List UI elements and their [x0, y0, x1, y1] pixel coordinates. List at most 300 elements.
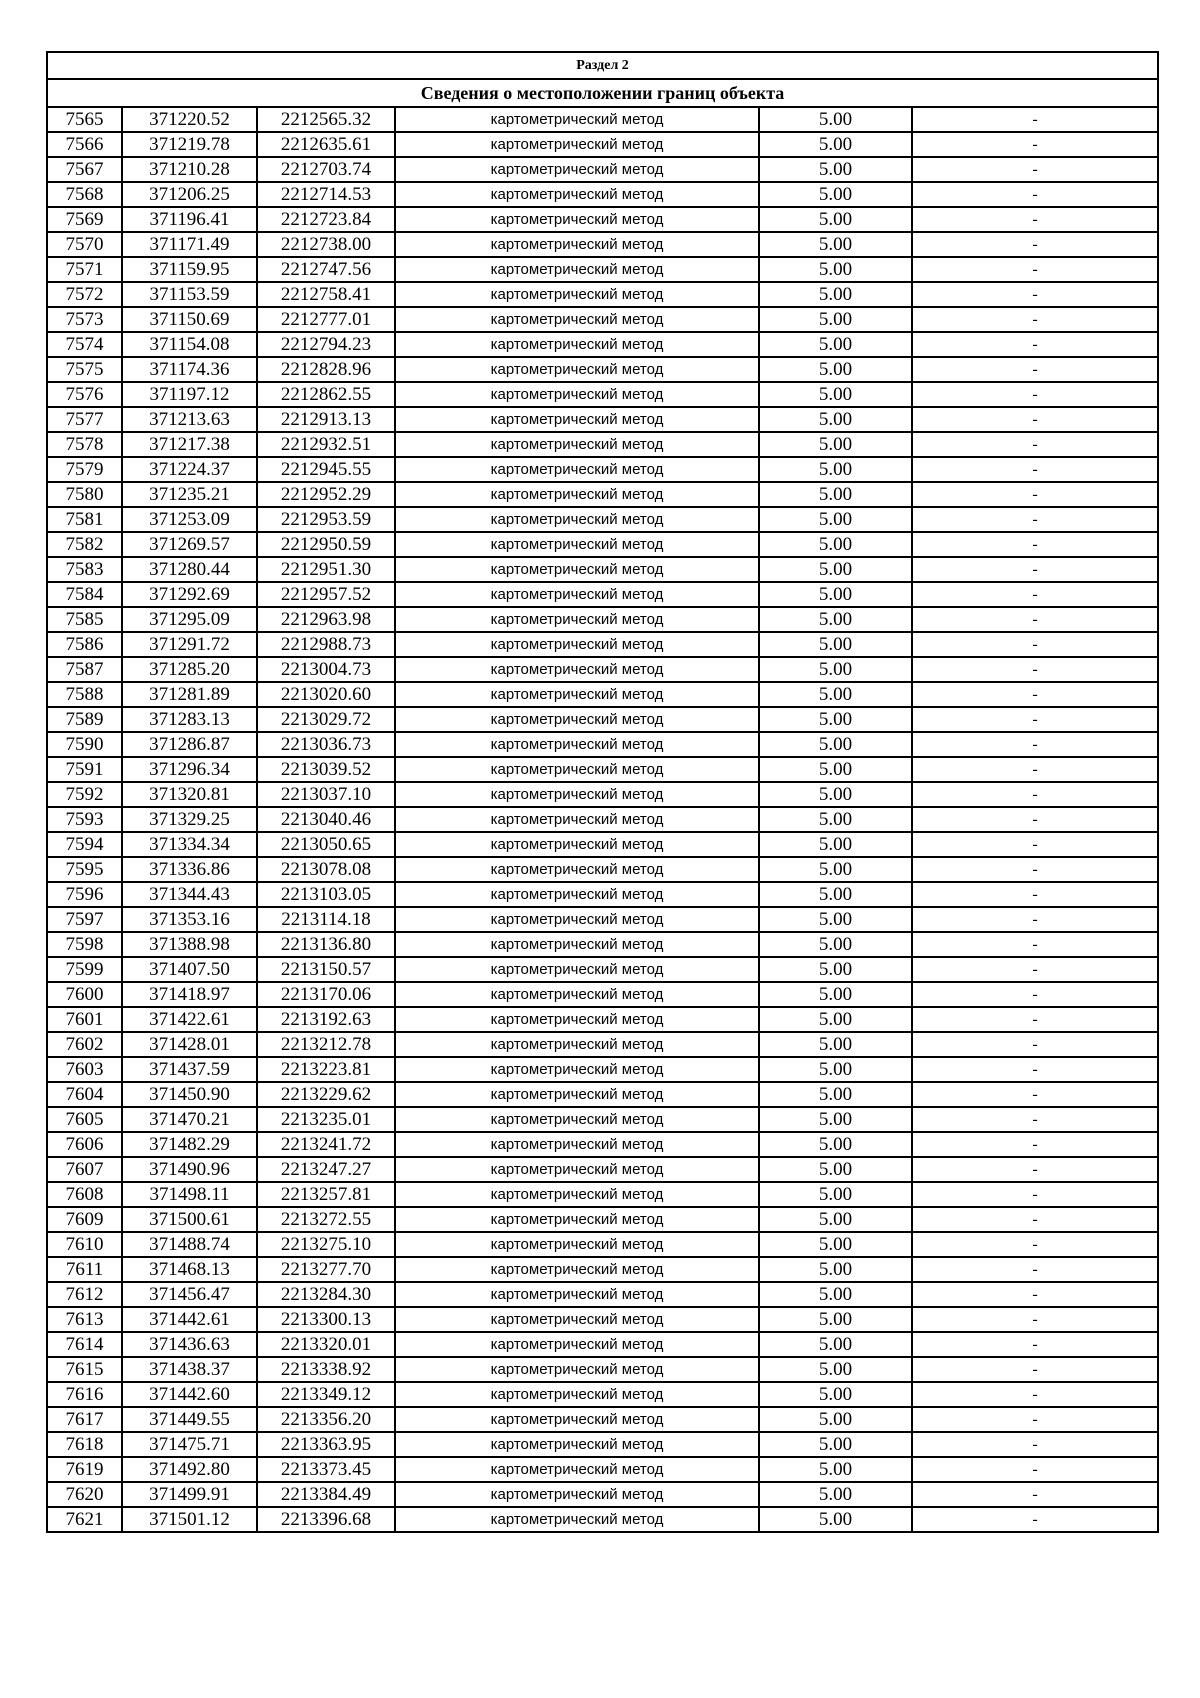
point-number-cell: 7609 [47, 1207, 122, 1232]
accuracy-cell: 5.00 [759, 357, 912, 382]
table-row [47, 757, 1158, 782]
section-label-row [47, 52, 1158, 79]
table-row [47, 782, 1158, 807]
y-coordinate-cell: 2213257.81 [257, 1182, 395, 1207]
accuracy-cell: 5.00 [759, 1457, 912, 1482]
x-coordinate-cell: 371490.96 [122, 1157, 257, 1182]
method-cell: картометрический метод [395, 632, 759, 657]
x-coordinate-cell: 371213.63 [122, 407, 257, 432]
method-cell: картометрический метод [395, 857, 759, 882]
note-cell: - [912, 1257, 1158, 1282]
note-cell: - [912, 557, 1158, 582]
note-cell: - [912, 282, 1158, 307]
table-row [47, 257, 1158, 282]
table-row [47, 1182, 1158, 1207]
y-coordinate-cell: 2212932.51 [257, 432, 395, 457]
accuracy-cell: 5.00 [759, 1482, 912, 1507]
x-coordinate-cell: 371334.34 [122, 832, 257, 857]
table-row [47, 1307, 1158, 1332]
y-coordinate-cell: 2213037.10 [257, 782, 395, 807]
point-number-cell: 7614 [47, 1332, 122, 1357]
accuracy-cell: 5.00 [759, 407, 912, 432]
note-cell: - [912, 982, 1158, 1007]
accuracy-cell: 5.00 [759, 232, 912, 257]
document-sheet [46, 51, 1157, 1533]
x-coordinate-cell: 371492.80 [122, 1457, 257, 1482]
method-cell: картометрический метод [395, 332, 759, 357]
note-cell: - [912, 707, 1158, 732]
point-number-cell: 7587 [47, 657, 122, 682]
x-coordinate-cell: 371296.34 [122, 757, 257, 782]
y-coordinate-cell: 2212777.01 [257, 307, 395, 332]
method-cell: картометрический метод [395, 982, 759, 1007]
accuracy-cell: 5.00 [759, 182, 912, 207]
method-cell: картометрический метод [395, 1507, 759, 1532]
method-cell: картометрический метод [395, 682, 759, 707]
point-number-cell: 7590 [47, 732, 122, 757]
method-cell: картометрический метод [395, 307, 759, 332]
table-row [47, 407, 1158, 432]
method-cell: картометрический метод [395, 1332, 759, 1357]
point-number-cell: 7584 [47, 582, 122, 607]
x-coordinate-cell: 371500.61 [122, 1207, 257, 1232]
accuracy-cell: 5.00 [759, 1107, 912, 1132]
table-row [47, 1482, 1158, 1507]
table-row [47, 382, 1158, 407]
note-cell: - [912, 532, 1158, 557]
note-cell: - [912, 382, 1158, 407]
point-number-cell: 7565 [47, 107, 122, 132]
y-coordinate-cell: 2212951.30 [257, 557, 395, 582]
accuracy-cell: 5.00 [759, 557, 912, 582]
point-number-cell: 7610 [47, 1232, 122, 1257]
accuracy-cell: 5.00 [759, 1082, 912, 1107]
x-coordinate-cell: 371388.98 [122, 932, 257, 957]
table-row [47, 1507, 1158, 1532]
y-coordinate-cell: 2213349.12 [257, 1382, 395, 1407]
accuracy-cell: 5.00 [759, 432, 912, 457]
method-cell: картометрический метод [395, 407, 759, 432]
x-coordinate-cell: 371422.61 [122, 1007, 257, 1032]
note-cell: - [912, 607, 1158, 632]
section-label: Раздел 2 [47, 52, 1158, 79]
method-cell: картометрический метод [395, 1482, 759, 1507]
x-coordinate-cell: 371407.50 [122, 957, 257, 982]
accuracy-cell: 5.00 [759, 1282, 912, 1307]
note-cell: - [912, 957, 1158, 982]
table-row [47, 532, 1158, 557]
x-coordinate-cell: 371206.25 [122, 182, 257, 207]
y-coordinate-cell: 2213300.13 [257, 1307, 395, 1332]
accuracy-cell: 5.00 [759, 132, 912, 157]
table-row [47, 1457, 1158, 1482]
note-cell: - [912, 182, 1158, 207]
point-number-cell: 7593 [47, 807, 122, 832]
accuracy-cell: 5.00 [759, 307, 912, 332]
y-coordinate-cell: 2213320.01 [257, 1332, 395, 1357]
y-coordinate-cell: 2213235.01 [257, 1107, 395, 1132]
y-coordinate-cell: 2213150.57 [257, 957, 395, 982]
table-row [47, 1107, 1158, 1132]
x-coordinate-cell: 371217.38 [122, 432, 257, 457]
accuracy-cell: 5.00 [759, 732, 912, 757]
x-coordinate-cell: 371498.11 [122, 1182, 257, 1207]
table-row [47, 232, 1158, 257]
y-coordinate-cell: 2213040.46 [257, 807, 395, 832]
table-row [47, 507, 1158, 532]
y-coordinate-cell: 2213275.10 [257, 1232, 395, 1257]
note-cell: - [912, 857, 1158, 882]
point-number-cell: 7588 [47, 682, 122, 707]
note-cell: - [912, 407, 1158, 432]
x-coordinate-cell: 371329.25 [122, 807, 257, 832]
x-coordinate-cell: 371285.20 [122, 657, 257, 682]
note-cell: - [912, 807, 1158, 832]
note-cell: - [912, 1482, 1158, 1507]
y-coordinate-cell: 2213192.63 [257, 1007, 395, 1032]
table-row [47, 1432, 1158, 1457]
table-row [47, 1282, 1158, 1307]
x-coordinate-cell: 371253.09 [122, 507, 257, 532]
x-coordinate-cell: 371344.43 [122, 882, 257, 907]
y-coordinate-cell: 2213103.05 [257, 882, 395, 907]
table-row [47, 1382, 1158, 1407]
x-coordinate-cell: 371442.61 [122, 1307, 257, 1332]
table-row [47, 1007, 1158, 1032]
method-cell: картометрический метод [395, 432, 759, 457]
method-cell: картометрический метод [395, 807, 759, 832]
x-coordinate-cell: 371159.95 [122, 257, 257, 282]
accuracy-cell: 5.00 [759, 932, 912, 957]
method-cell: картометрический метод [395, 257, 759, 282]
method-cell: картометрический метод [395, 1407, 759, 1432]
y-coordinate-cell: 2213356.20 [257, 1407, 395, 1432]
accuracy-cell: 5.00 [759, 582, 912, 607]
point-number-cell: 7606 [47, 1132, 122, 1157]
point-number-cell: 7599 [47, 957, 122, 982]
y-coordinate-cell: 2212565.32 [257, 107, 395, 132]
note-cell: - [912, 1432, 1158, 1457]
y-coordinate-cell: 2213338.92 [257, 1357, 395, 1382]
point-number-cell: 7596 [47, 882, 122, 907]
point-number-cell: 7586 [47, 632, 122, 657]
y-coordinate-cell: 2212635.61 [257, 132, 395, 157]
y-coordinate-cell: 2212703.74 [257, 157, 395, 182]
table-row [47, 1082, 1158, 1107]
x-coordinate-cell: 371154.08 [122, 332, 257, 357]
accuracy-cell: 5.00 [759, 1257, 912, 1282]
method-cell: картометрический метод [395, 232, 759, 257]
accuracy-cell: 5.00 [759, 507, 912, 532]
table-row [47, 907, 1158, 932]
method-cell: картометрический метод [395, 932, 759, 957]
table-row [47, 657, 1158, 682]
method-cell: картометрический метод [395, 1232, 759, 1257]
table-row [47, 1232, 1158, 1257]
method-cell: картометрический метод [395, 832, 759, 857]
x-coordinate-cell: 371224.37 [122, 457, 257, 482]
note-cell: - [912, 107, 1158, 132]
point-number-cell: 7583 [47, 557, 122, 582]
y-coordinate-cell: 2213241.72 [257, 1132, 395, 1157]
accuracy-cell: 5.00 [759, 657, 912, 682]
accuracy-cell: 5.00 [759, 1357, 912, 1382]
table-row [47, 807, 1158, 832]
point-number-cell: 7573 [47, 307, 122, 332]
x-coordinate-cell: 371436.63 [122, 1332, 257, 1357]
accuracy-cell: 5.00 [759, 1057, 912, 1082]
method-cell: картометрический метод [395, 882, 759, 907]
x-coordinate-cell: 371174.36 [122, 357, 257, 382]
note-cell: - [912, 482, 1158, 507]
y-coordinate-cell: 2212794.23 [257, 332, 395, 357]
accuracy-cell: 5.00 [759, 757, 912, 782]
x-coordinate-cell: 371283.13 [122, 707, 257, 732]
x-coordinate-cell: 371475.71 [122, 1432, 257, 1457]
accuracy-cell: 5.00 [759, 1132, 912, 1157]
x-coordinate-cell: 371449.55 [122, 1407, 257, 1432]
note-cell: - [912, 1307, 1158, 1332]
table-row [47, 607, 1158, 632]
note-cell: - [912, 232, 1158, 257]
note-cell: - [912, 732, 1158, 757]
method-cell: картометрический метод [395, 707, 759, 732]
method-cell: картометрический метод [395, 507, 759, 532]
note-cell: - [912, 1382, 1158, 1407]
point-number-cell: 7576 [47, 382, 122, 407]
accuracy-cell: 5.00 [759, 1382, 912, 1407]
x-coordinate-cell: 371280.44 [122, 557, 257, 582]
note-cell: - [912, 682, 1158, 707]
y-coordinate-cell: 2213078.08 [257, 857, 395, 882]
method-cell: картометрический метод [395, 1457, 759, 1482]
point-number-cell: 7603 [47, 1057, 122, 1082]
x-coordinate-cell: 371171.49 [122, 232, 257, 257]
accuracy-cell: 5.00 [759, 1182, 912, 1207]
note-cell: - [912, 1032, 1158, 1057]
point-number-cell: 7592 [47, 782, 122, 807]
point-number-cell: 7618 [47, 1432, 122, 1457]
y-coordinate-cell: 2213039.52 [257, 757, 395, 782]
point-number-cell: 7579 [47, 457, 122, 482]
point-number-cell: 7570 [47, 232, 122, 257]
x-coordinate-cell: 371437.59 [122, 1057, 257, 1082]
note-cell: - [912, 507, 1158, 532]
note-cell: - [912, 1182, 1158, 1207]
x-coordinate-cell: 371456.47 [122, 1282, 257, 1307]
x-coordinate-cell: 371220.52 [122, 107, 257, 132]
x-coordinate-cell: 371428.01 [122, 1032, 257, 1057]
table-row [47, 557, 1158, 582]
y-coordinate-cell: 2213396.68 [257, 1507, 395, 1532]
accuracy-cell: 5.00 [759, 107, 912, 132]
method-cell: картометрический метод [395, 1157, 759, 1182]
note-cell: - [912, 782, 1158, 807]
point-number-cell: 7601 [47, 1007, 122, 1032]
accuracy-cell: 5.00 [759, 632, 912, 657]
point-number-cell: 7604 [47, 1082, 122, 1107]
x-coordinate-cell: 371442.60 [122, 1382, 257, 1407]
accuracy-cell: 5.00 [759, 807, 912, 832]
accuracy-cell: 5.00 [759, 857, 912, 882]
note-cell: - [912, 1157, 1158, 1182]
point-number-cell: 7608 [47, 1182, 122, 1207]
y-coordinate-cell: 2212747.56 [257, 257, 395, 282]
table-row [47, 707, 1158, 732]
section-title-row [47, 79, 1158, 107]
y-coordinate-cell: 2213272.55 [257, 1207, 395, 1232]
x-coordinate-cell: 371292.69 [122, 582, 257, 607]
method-cell: картометрический метод [395, 532, 759, 557]
accuracy-cell: 5.00 [759, 207, 912, 232]
point-number-cell: 7571 [47, 257, 122, 282]
y-coordinate-cell: 2212950.59 [257, 532, 395, 557]
method-cell: картометрический метод [395, 107, 759, 132]
note-cell: - [912, 357, 1158, 382]
x-coordinate-cell: 371291.72 [122, 632, 257, 657]
note-cell: - [912, 632, 1158, 657]
accuracy-cell: 5.00 [759, 832, 912, 857]
accuracy-cell: 5.00 [759, 157, 912, 182]
x-coordinate-cell: 371482.29 [122, 1132, 257, 1157]
section-title: Сведения о местоположении границ объекта [47, 79, 1158, 107]
point-number-cell: 7621 [47, 1507, 122, 1532]
point-number-cell: 7602 [47, 1032, 122, 1057]
y-coordinate-cell: 2213223.81 [257, 1057, 395, 1082]
point-number-cell: 7594 [47, 832, 122, 857]
x-coordinate-cell: 371488.74 [122, 1232, 257, 1257]
note-cell: - [912, 432, 1158, 457]
point-number-cell: 7578 [47, 432, 122, 457]
x-coordinate-cell: 371438.37 [122, 1357, 257, 1382]
note-cell: - [912, 1457, 1158, 1482]
method-cell: картометрический метод [395, 782, 759, 807]
y-coordinate-cell: 2212714.53 [257, 182, 395, 207]
y-coordinate-cell: 2213373.45 [257, 1457, 395, 1482]
table-row [47, 1207, 1158, 1232]
table-row [47, 482, 1158, 507]
y-coordinate-cell: 2213020.60 [257, 682, 395, 707]
y-coordinate-cell: 2213170.06 [257, 982, 395, 1007]
point-number-cell: 7577 [47, 407, 122, 432]
table-row [47, 307, 1158, 332]
point-number-cell: 7568 [47, 182, 122, 207]
table-row [47, 957, 1158, 982]
table-row [47, 1407, 1158, 1432]
point-number-cell: 7620 [47, 1482, 122, 1507]
note-cell: - [912, 1132, 1158, 1157]
method-cell: картометрический метод [395, 607, 759, 632]
table-row [47, 982, 1158, 1007]
point-number-cell: 7619 [47, 1457, 122, 1482]
y-coordinate-cell: 2213247.27 [257, 1157, 395, 1182]
note-cell: - [912, 1357, 1158, 1382]
accuracy-cell: 5.00 [759, 682, 912, 707]
point-number-cell: 7616 [47, 1382, 122, 1407]
method-cell: картометрический метод [395, 282, 759, 307]
x-coordinate-cell: 371295.09 [122, 607, 257, 632]
x-coordinate-cell: 371235.21 [122, 482, 257, 507]
note-cell: - [912, 1507, 1158, 1532]
x-coordinate-cell: 371470.21 [122, 1107, 257, 1132]
note-cell: - [912, 132, 1158, 157]
method-cell: картометрический метод [395, 1057, 759, 1082]
method-cell: картометрический метод [395, 157, 759, 182]
method-cell: картометрический метод [395, 357, 759, 382]
note-cell: - [912, 582, 1158, 607]
y-coordinate-cell: 2212828.96 [257, 357, 395, 382]
table-row [47, 132, 1158, 157]
method-cell: картометрический метод [395, 1382, 759, 1407]
note-cell: - [912, 832, 1158, 857]
accuracy-cell: 5.00 [759, 1332, 912, 1357]
point-number-cell: 7572 [47, 282, 122, 307]
table-row [47, 1332, 1158, 1357]
method-cell: картометрический метод [395, 207, 759, 232]
method-cell: картометрический метод [395, 557, 759, 582]
y-coordinate-cell: 2213050.65 [257, 832, 395, 857]
table-row [47, 357, 1158, 382]
x-coordinate-cell: 371210.28 [122, 157, 257, 182]
accuracy-cell: 5.00 [759, 1207, 912, 1232]
point-number-cell: 7615 [47, 1357, 122, 1382]
y-coordinate-cell: 2213384.49 [257, 1482, 395, 1507]
point-number-cell: 7607 [47, 1157, 122, 1182]
y-coordinate-cell: 2213277.70 [257, 1257, 395, 1282]
method-cell: картометрический метод [395, 957, 759, 982]
point-number-cell: 7567 [47, 157, 122, 182]
table-row [47, 882, 1158, 907]
accuracy-cell: 5.00 [759, 482, 912, 507]
x-coordinate-cell: 371320.81 [122, 782, 257, 807]
note-cell: - [912, 307, 1158, 332]
point-number-cell: 7591 [47, 757, 122, 782]
method-cell: картометрический метод [395, 1432, 759, 1457]
y-coordinate-cell: 2212738.00 [257, 232, 395, 257]
accuracy-cell: 5.00 [759, 1307, 912, 1332]
accuracy-cell: 5.00 [759, 282, 912, 307]
y-coordinate-cell: 2213229.62 [257, 1082, 395, 1107]
note-cell: - [912, 932, 1158, 957]
note-cell: - [912, 457, 1158, 482]
method-cell: картометрический метод [395, 1107, 759, 1132]
point-number-cell: 7574 [47, 332, 122, 357]
accuracy-cell: 5.00 [759, 532, 912, 557]
table-row [47, 732, 1158, 757]
table-row [47, 457, 1158, 482]
table-row [47, 1032, 1158, 1057]
method-cell: картометрический метод [395, 182, 759, 207]
x-coordinate-cell: 371286.87 [122, 732, 257, 757]
point-number-cell: 7569 [47, 207, 122, 232]
y-coordinate-cell: 2213136.80 [257, 932, 395, 957]
table-row [47, 1132, 1158, 1157]
point-number-cell: 7595 [47, 857, 122, 882]
method-cell: картометрический метод [395, 1257, 759, 1282]
x-coordinate-cell: 371353.16 [122, 907, 257, 932]
y-coordinate-cell: 2212963.98 [257, 607, 395, 632]
point-number-cell: 7582 [47, 532, 122, 557]
x-coordinate-cell: 371501.12 [122, 1507, 257, 1532]
note-cell: - [912, 882, 1158, 907]
y-coordinate-cell: 2212988.73 [257, 632, 395, 657]
point-number-cell: 7612 [47, 1282, 122, 1307]
accuracy-cell: 5.00 [759, 707, 912, 732]
method-cell: картометрический метод [395, 1032, 759, 1057]
method-cell: картометрический метод [395, 1357, 759, 1382]
accuracy-cell: 5.00 [759, 607, 912, 632]
table-row [47, 182, 1158, 207]
